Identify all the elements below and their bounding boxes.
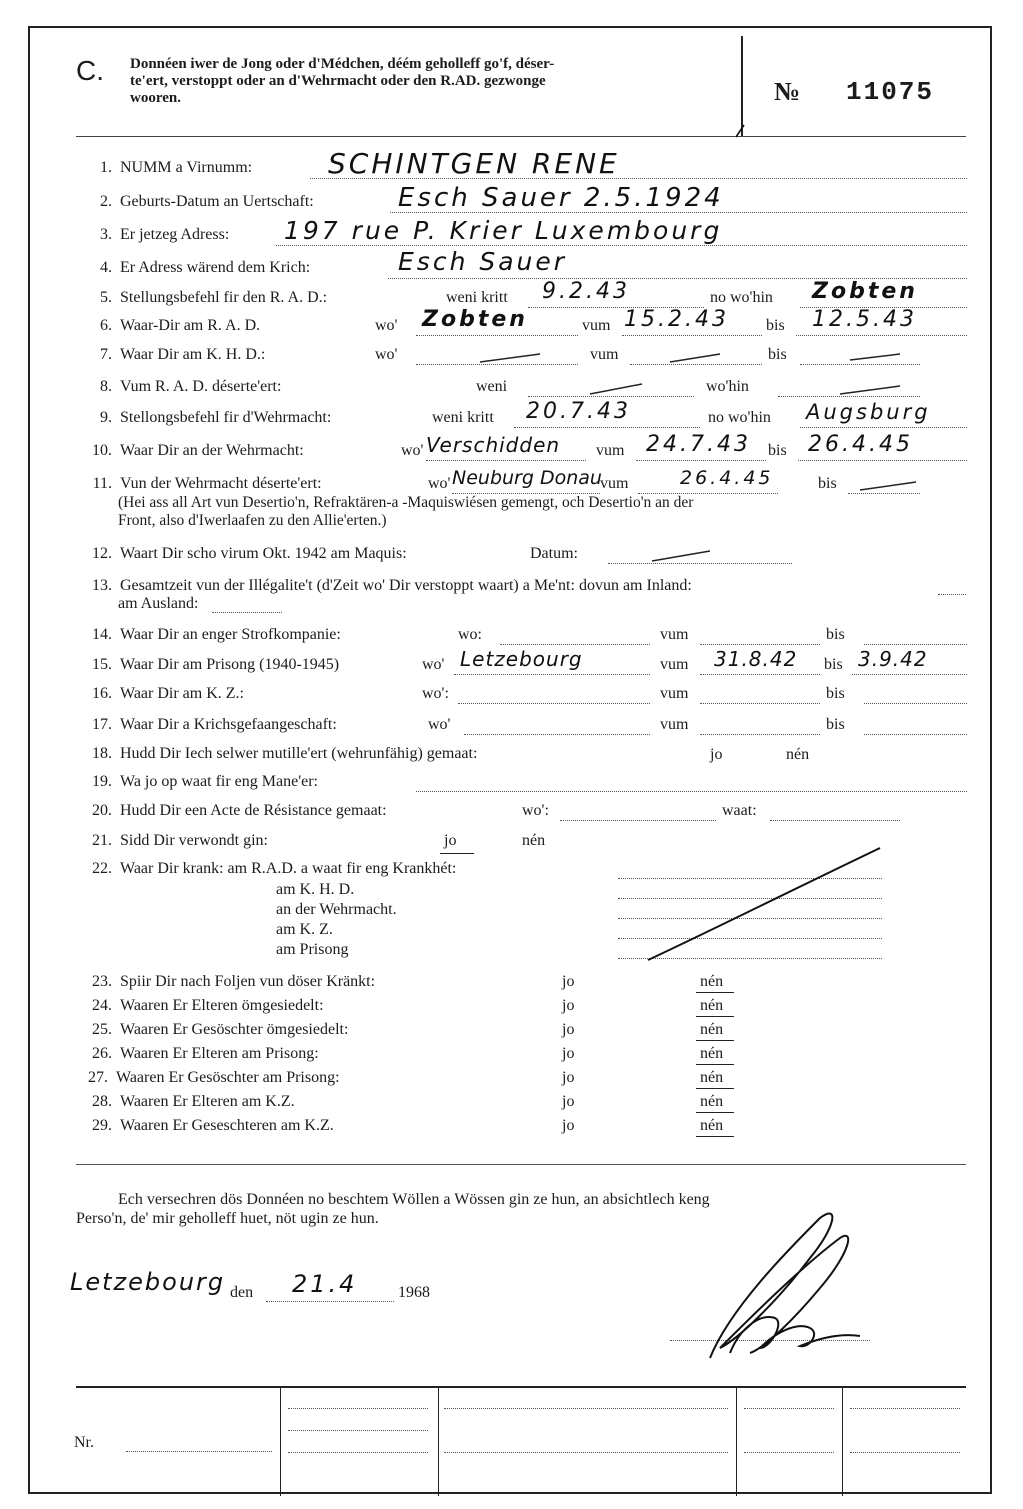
field-25-nen-mark xyxy=(696,1040,734,1041)
field-22-kz: am K. Z. xyxy=(276,921,333,938)
field-10-bis-label: bis xyxy=(768,442,787,459)
field-21-label: 21. Sidd Dir verwondt gin: xyxy=(92,832,268,849)
field-5-label: 5. Stellungsbefehl fir den R. A. D.: xyxy=(100,289,328,306)
field-3-line xyxy=(276,245,967,246)
header-title-line3: wooren. xyxy=(130,90,181,106)
footer-dots-d xyxy=(444,1408,728,1409)
field-15-from-line xyxy=(700,674,820,675)
field-17-wo-label: wo' xyxy=(428,716,451,733)
field-10-label: 10. Waar Dir an der Wehrmacht: xyxy=(92,442,304,459)
header-tick xyxy=(734,124,746,138)
field-15-to-line xyxy=(852,674,967,675)
field-14-to-line xyxy=(864,644,967,645)
field-2-value: Esch Sauer 2.5.1924 xyxy=(398,183,724,213)
field-11-note-line1: (Hei ass all Art vun Desertio'n, Refraktären-a -Maquiswiésen gemengt, och Desertio'n an der xyxy=(118,494,694,511)
field-3-value: 197 rue P. Krier Luxembourg xyxy=(284,216,723,245)
field-8-wohin-label: wo'hin xyxy=(706,378,749,395)
field-25-label: 25. Waaren Er Gesöschter ömgesiedelt: xyxy=(92,1021,349,1038)
field-14-wo-label: wo: xyxy=(458,626,482,643)
header-title-line1: Donnéen iwer de Jong oder d'Médchen, déém geholleff go'f, déser- xyxy=(130,56,555,72)
field-16-vum-label: vum xyxy=(660,685,689,702)
field-10-place-value: Verschidden xyxy=(426,433,561,457)
field-6-vum-label: vum xyxy=(582,317,611,334)
field-10-from-line xyxy=(636,460,766,461)
number-symbol: № xyxy=(774,77,801,106)
field-19-line xyxy=(416,791,967,792)
field-28-nen-mark xyxy=(696,1112,734,1113)
declaration-rule xyxy=(76,1164,966,1165)
field-6-to-value: 12.5.43 xyxy=(812,307,917,332)
signature-date-line xyxy=(266,1301,394,1302)
field-26-label: 26. Waaren Er Elteren am Prisong: xyxy=(92,1045,319,1062)
field-6-bis-label: bis xyxy=(766,317,785,334)
field-24-nen[interactable]: nén xyxy=(700,997,724,1014)
field-4-label: 4. Er Adress wärend dem Krich: xyxy=(100,259,311,276)
field-7-wo-label: wo' xyxy=(375,346,398,363)
field-27-nen-mark xyxy=(696,1088,734,1089)
field-17-to-line xyxy=(864,734,967,735)
field-21-jo-mark xyxy=(440,853,474,854)
field-9-wohin-label: no wo'hin xyxy=(708,409,771,426)
field-10-vum-label: vum xyxy=(596,442,625,459)
signature-graphic xyxy=(670,1208,870,1368)
field-6-label: 6. Waar-Dir am R. A. D. xyxy=(100,317,261,334)
field-11-label: 11. Vun der Wehrmacht déserte'ert: xyxy=(92,475,322,492)
field-27-nen[interactable]: nén xyxy=(700,1069,724,1086)
footer-dots-c xyxy=(288,1452,428,1453)
field-17-vum-label: vum xyxy=(660,716,689,733)
field-11-place-value: Neuburg Donau xyxy=(452,467,602,489)
field-27-label: 27. Waaren Er Gesöschter am Prisong: xyxy=(88,1069,340,1086)
field-11-vum-label: vum xyxy=(600,475,629,492)
field-9-date-value: 20.7.43 xyxy=(526,399,631,424)
field-23-jo[interactable]: jo xyxy=(562,973,575,990)
field-28-jo[interactable]: jo xyxy=(562,1093,575,1110)
field-8-weni-label: weni xyxy=(476,378,508,395)
field-21-nen[interactable]: nén xyxy=(522,832,546,849)
field-6-place-line xyxy=(416,335,578,336)
section-letter: C. xyxy=(76,55,104,86)
field-15-wo-label: wo' xyxy=(422,656,445,673)
field-29-label: 29. Waaren Er Geseschteren am K.Z. xyxy=(92,1117,334,1134)
field-17-from-line xyxy=(700,734,820,735)
field-25-nen[interactable]: nén xyxy=(700,1021,724,1038)
field-15-label: 15. Waar Dir am Prisong (1940-1945) xyxy=(92,656,340,673)
field-22-wehrmacht: an der Wehrmacht. xyxy=(276,901,397,918)
field-15-to-value: 3.9.42 xyxy=(858,647,928,671)
field-24-nen-mark xyxy=(696,1016,734,1017)
field-21-jo[interactable]: jo xyxy=(444,832,457,849)
footer-nr-line xyxy=(126,1451,272,1452)
field-12-label: 12. Waart Dir scho virum Okt. 1942 am Maquis: xyxy=(92,545,407,562)
field-11-note-line2: Front, also d'Iwerlaafen zu den Allie'erten.) xyxy=(118,512,387,529)
field-7-bis-label: bis xyxy=(768,346,787,363)
header-divider xyxy=(741,36,743,136)
field-14-from-line xyxy=(700,644,820,645)
field-5-place-value: Zobten xyxy=(812,279,918,304)
field-17-place-line xyxy=(464,734,650,735)
footer-dots-b xyxy=(288,1430,428,1431)
field-10-place-line xyxy=(426,460,586,461)
field-12-strike xyxy=(650,547,730,567)
footer-dots-e xyxy=(444,1452,728,1453)
header-rule xyxy=(76,136,966,137)
field-15-from-value: 31.8.42 xyxy=(714,647,798,671)
field-10-wo-label: wo' xyxy=(401,442,424,459)
field-26-nen[interactable]: nén xyxy=(700,1045,724,1062)
field-4-value: Esch Sauer xyxy=(398,247,568,276)
field-16-place-line xyxy=(458,703,650,704)
field-9-date-line xyxy=(514,427,700,428)
field-1-value: SCHINTGEN RENE xyxy=(328,147,620,180)
field-28-nen[interactable]: nén xyxy=(700,1093,724,1110)
field-13-inland-line xyxy=(938,594,966,595)
field-24-jo[interactable]: jo xyxy=(562,997,575,1014)
field-5-weni-label: weni kritt xyxy=(446,289,508,306)
field-11-bis-label: bis xyxy=(818,475,837,492)
form-number: 11075 xyxy=(846,77,935,107)
field-15-bis-label: bis xyxy=(824,656,843,673)
field-10-to-value: 26.4.45 xyxy=(808,432,913,457)
field-10-from-value: 24.7.43 xyxy=(646,432,751,457)
field-14-label: 14. Waar Dir an enger Strofkompanie: xyxy=(92,626,341,643)
declaration-line1: Ech versechren dös Donnéen no beschtem Wöllen a Wössen gin ze hun, an absichtlech keng xyxy=(118,1191,710,1208)
field-12-datum-label: Datum: xyxy=(530,545,578,562)
field-11-from-value: 26.4.45 xyxy=(680,467,774,489)
field-18-jo[interactable]: jo xyxy=(710,746,723,763)
field-3-label: 3. Er jetzeg Adress: xyxy=(100,226,230,243)
field-7-vum-label: vum xyxy=(590,346,619,363)
footer-dots-g xyxy=(744,1452,834,1453)
field-16-to-line xyxy=(864,703,967,704)
field-6-place-value: Zobten xyxy=(422,307,528,332)
footer-col-4 xyxy=(842,1386,843,1496)
field-20-waat-label: waat: xyxy=(722,802,757,819)
field-13-ausland-line xyxy=(212,612,282,613)
field-16-wo-label: wo': xyxy=(422,685,449,702)
signature-den: den xyxy=(230,1284,254,1301)
field-26-nen-mark xyxy=(696,1064,734,1065)
field-15-vum-label: vum xyxy=(660,656,689,673)
field-5-wohin-label: no wo'hin xyxy=(710,289,773,306)
footer-col-1 xyxy=(280,1386,281,1496)
signature-place: Letzebourg xyxy=(70,1268,226,1296)
footer-dots-h xyxy=(850,1408,960,1409)
field-29-nen-mark xyxy=(696,1136,734,1137)
field-29-nen[interactable]: nén xyxy=(700,1117,724,1134)
field-2-label: 2. Geburts-Datum an Uertschaft: xyxy=(100,193,314,210)
signature-year: 1968 xyxy=(398,1284,430,1301)
field-16-label: 16. Waar Dir am K. Z.: xyxy=(92,685,244,702)
field-8-label: 8. Vum R. A. D. déserte'ert: xyxy=(100,378,282,395)
field-7-label: 7. Waar Dir am K. H. D.: xyxy=(100,346,266,363)
field-20-what-line xyxy=(770,820,900,821)
footer-nr-label: Nr. xyxy=(74,1434,94,1451)
field-14-place-line xyxy=(500,644,650,645)
field-23-label: 23. Spiir Dir nach Foljen vun döser Kränkt: xyxy=(92,973,376,990)
field-14-bis-label: bis xyxy=(826,626,845,643)
field-13-label: 13. Gesamtzeit vun der Illégalite't (d'Zeit wo' Dir verstoppt waart) a Me'nt: dovun am Inland: xyxy=(92,577,692,594)
footer-col-3 xyxy=(736,1386,737,1496)
field-22-khd: am K. H. D. xyxy=(276,881,355,898)
field-29-jo[interactable]: jo xyxy=(562,1117,575,1134)
field-5-date-value: 9.2.43 xyxy=(542,279,630,304)
field-11-wo-label: wo' xyxy=(428,475,451,492)
field-15-place-value: Letzebourg xyxy=(460,647,583,671)
field-15-place-line xyxy=(454,674,650,675)
field-23-nen-mark xyxy=(696,992,734,993)
field-8-strikes xyxy=(570,378,950,408)
field-9-label: 9. Stellongsbefehl fir d'Wehrmacht: xyxy=(100,409,332,426)
footer-col-2 xyxy=(438,1386,439,1496)
field-20-label: 20. Hudd Dir een Acte de Résistance gemaat: xyxy=(92,802,387,819)
declaration-line2: Perso'n, de' mir geholleff huet, nöt ugin ze hun. xyxy=(76,1210,379,1227)
field-6-to-line xyxy=(796,335,967,336)
field-6-wo-label: wo' xyxy=(375,317,398,334)
field-17-bis-label: bis xyxy=(826,716,845,733)
field-10-to-line xyxy=(798,460,967,461)
field-1-label: 1. NUMM a Virnumm: xyxy=(76,159,252,177)
field-16-from-line xyxy=(700,703,820,704)
field-25-jo[interactable]: jo xyxy=(562,1021,575,1038)
field-23-nen[interactable]: nén xyxy=(700,973,724,990)
field-9-place-value: Augsburg xyxy=(806,400,931,424)
field-13-ausland-label: am Ausland: xyxy=(118,595,199,612)
field-18-nen[interactable]: nén xyxy=(786,746,810,763)
footer-dots-a xyxy=(288,1408,428,1409)
field-22-label: 22. Waar Dir krank: am R.A.D. a waat fir eng Krankhét: xyxy=(92,860,457,877)
field-19-label: 19. Wa jo op waat fir eng Mane'er: xyxy=(92,773,318,790)
field-27-jo[interactable]: jo xyxy=(562,1069,575,1086)
footer-dots-f xyxy=(744,1408,834,1409)
field-20-place-line xyxy=(560,820,716,821)
field-20-wo-label: wo': xyxy=(522,802,549,819)
field-9-weni-label: weni kritt xyxy=(432,409,494,426)
field-14-vum-label: vum xyxy=(660,626,689,643)
field-1-num: 1. xyxy=(100,159,112,176)
field-22-prisong: am Prisong xyxy=(276,941,349,958)
field-6-from-line xyxy=(622,335,762,336)
field-24-label: 24. Waaren Er Elteren ömgesiedelt: xyxy=(92,997,324,1014)
field-9-place-line xyxy=(800,427,967,428)
field-28-label: 28. Waaren Er Elteren am K.Z. xyxy=(92,1093,295,1110)
field-17-label: 17. Waar Dir a Krichsgefaangeschaft: xyxy=(92,716,337,733)
signature-date: 21.4 xyxy=(292,1270,358,1298)
field-11-strike xyxy=(856,476,936,496)
field-16-bis-label: bis xyxy=(826,685,845,702)
footer-rule-top xyxy=(76,1386,966,1388)
header-title-line2: te'ert, verstoppt oder an d'Wehrmacht oder den R.AD. gezwonge xyxy=(130,73,546,89)
field-18-label: 18. Hudd Dir Iech selwer mutille'ert (wehrunfähig) gemaat: xyxy=(92,745,478,762)
footer-dots-i xyxy=(850,1452,960,1453)
field-22-strike xyxy=(644,844,884,964)
form-page xyxy=(28,26,992,1494)
field-6-from-value: 15.2.43 xyxy=(624,307,729,332)
field-26-jo[interactable]: jo xyxy=(562,1045,575,1062)
